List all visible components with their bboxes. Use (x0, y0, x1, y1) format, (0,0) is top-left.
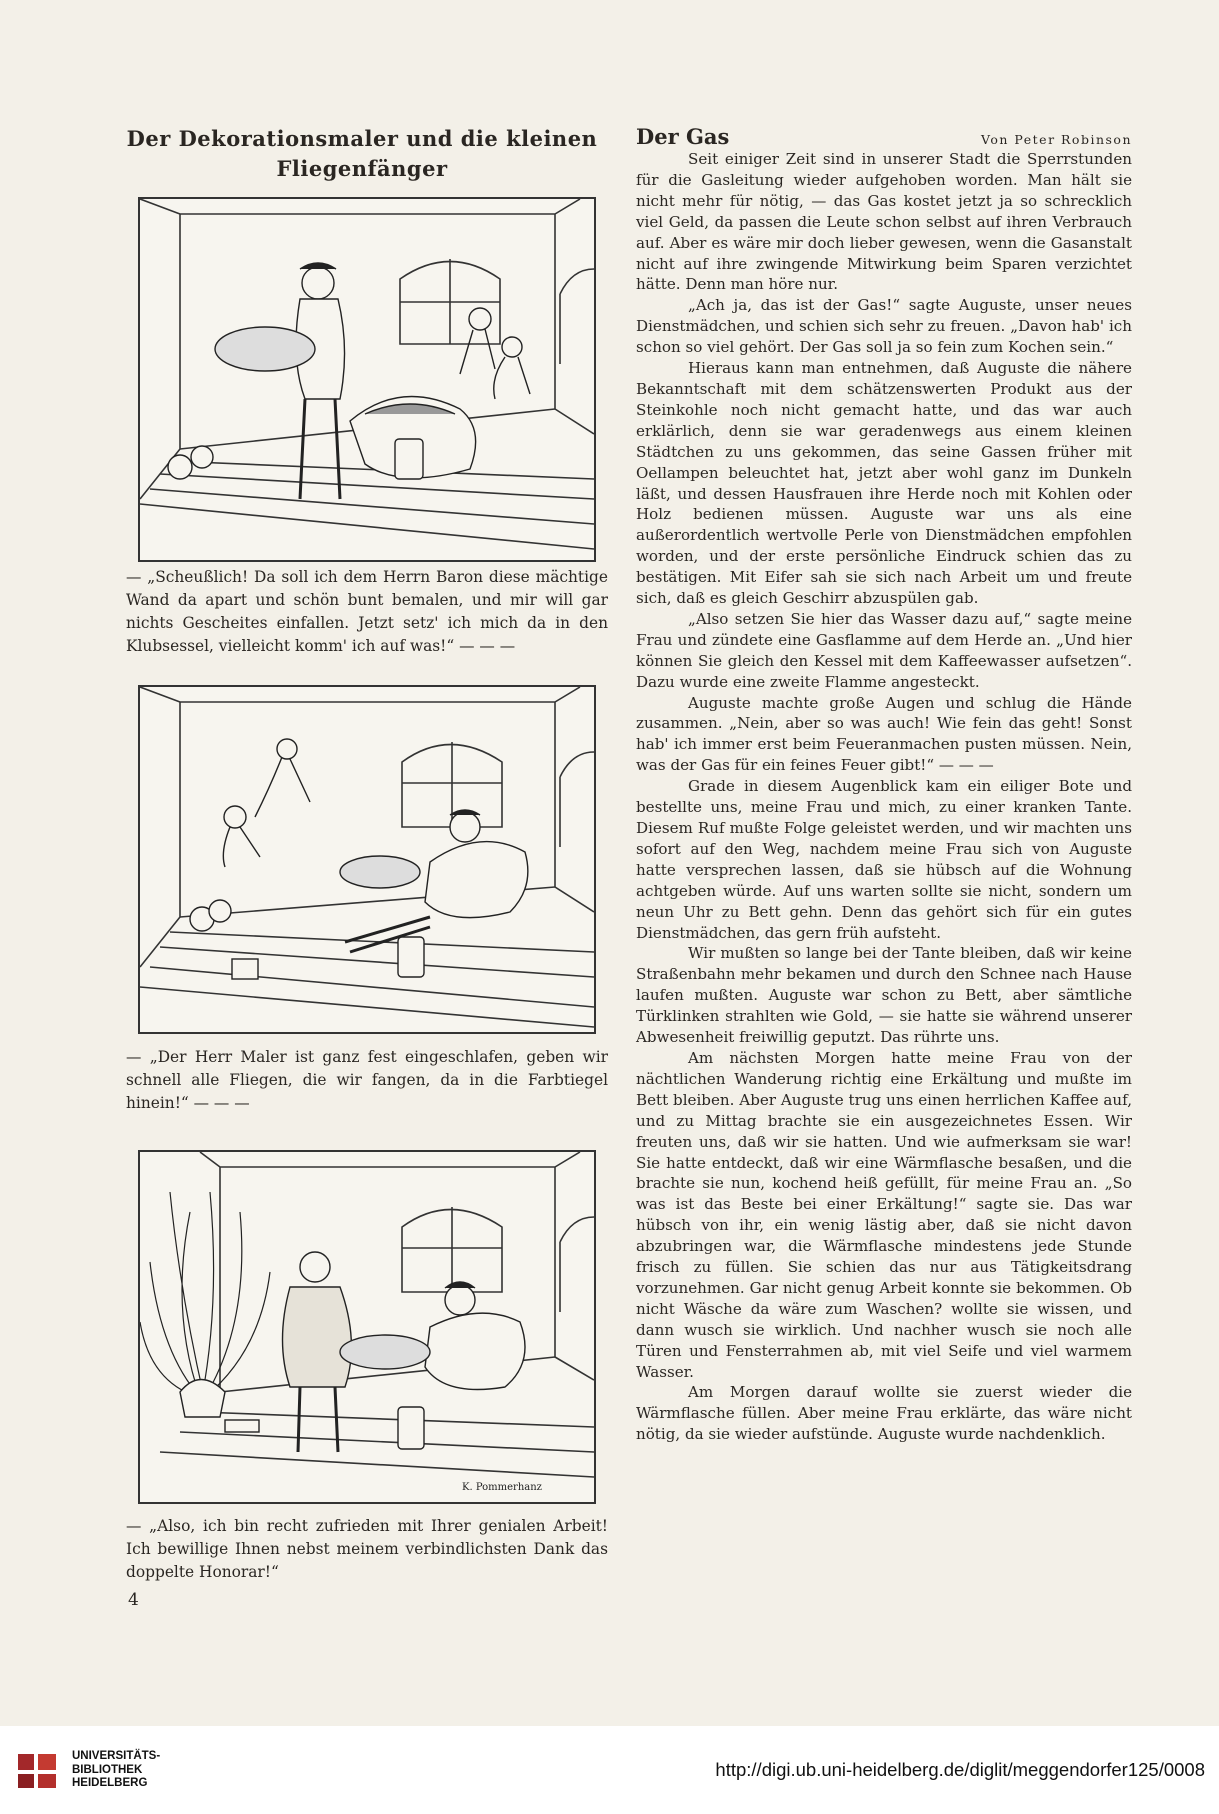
cartoon-panel-3 (138, 1150, 596, 1504)
institution-line-2: BIBLIOTHEK (72, 1763, 143, 1776)
cartoon-panel-2 (138, 685, 596, 1034)
paragraph: Grade in diesem Augenblick kam ein eiliger Bote und bestellte uns, meine Frau und mich, zu einer kranken Tante. Diesem Ruf mußte Folge geleistet werden, und wir machten uns sofort auf den Weg, nachdem meine Frau sich von Auguste hatte versprechen lassen, daß sie hübsch auf die Wohnung achtgeben würde. Auf uns warten sollte sie nicht, sondern um neun Uhr zu Bett gehn. Denn das gehört sich für ein gutes Dienstmädchen, das gern früh aufsteht. (636, 777, 1132, 942)
institution-line-1: UNIVERSITÄTS- (72, 1750, 161, 1762)
paragraph: Seit einiger Zeit sind in unserer Stadt die Sperrstunden für die Gasleitung wieder aufgehoben worden. Man hält sie nicht mehr für nötig, — das Gas kostet jetzt ja so schrecklich viel Geld, da passen die Leute schon selbst auf ihren Verbrauch auf. Aber es wäre mir doch lieber gewesen, wenn die Gasanstalt nicht auf ihre zwingende Mitwirkung beim Sparen verzichtet hätte. Denn man höre nur. (636, 150, 1132, 294)
caption-2-wrap (126, 1046, 608, 1115)
paragraph: „Also setzen Sie hier das Wasser dazu auf,“ sagte meine Frau und zündete eine Gasflamme auf dem Herde an. „Und hier können Sie gleich den Kessel mit dem Kaffeewasser aufsetzen“. Dazu wurde eine zweite Flamme angesteckt. (636, 609, 1132, 691)
article-body (636, 149, 1132, 1445)
left-title-line-1: Der Dekorationsmaler und die kleinen (126, 126, 598, 151)
institution-line-3: HEIDELBERG (72, 1777, 148, 1789)
left-article-title (122, 124, 602, 184)
permalink-url[interactable]: http://digi.ub.uni-heidelberg.de/diglit/meggendorfer125/0008 (715, 1759, 1205, 1780)
caption-3: — „Also, ich bin recht zufrieden mit Ihrer genialen Arbeit! Ich bewillige Ihnen nebst meinem verbindlichsten Dank das doppelte Honorar!“ (126, 1517, 608, 1581)
caption-1: — „Scheußlich! Da soll ich dem Herrn Baron diese mächtige Wand da apart und schön bunt bemalen, und mir will gar nichts Gescheites einfallen. Jetzt setz' ich mich da in den Klubsessel, vielleicht komm' ich auf was!“ — — — (126, 568, 608, 655)
left-column (122, 124, 602, 184)
university-logo-icon (14, 1746, 60, 1792)
cartoon-illustration-2 (140, 687, 594, 1032)
paragraph: Auguste machte große Augen und schlug die Hände zusammen. „Nein, aber so was auch! Wie fein das geht! Sonst hab' ich immer erst beim Feueranmachen pusten müssen. Nein, was der Gas für ein feines Feuer gibt!“ — — — (636, 693, 1132, 775)
paragraph: Hieraus kann man entnehmen, daß Auguste die nähere Bekanntschaft mit dem schätzenswerten Produkt aus der Steinkohle noch nicht gemacht hatte, und das war auch erklärlich, denn sie war geradenwegs aus einem kleinen Städtchen zu uns gekommen, das seine Gassen früher mit Oellampen beleuchtet hat, jetzt aber wohl ganz im Dunkeln läßt, und dessen Hausfrauen ihre Herde noch mit Kohlen oder Holz bedienen müssen. Auguste war uns als eine außerordentlich wertvolle Perle von Dienstmädchen empfohlen worden, und der erste persönliche Eindruck schien das zu bestätigen. Mit Eifer sah sie sich nach Arbeit um und freute sich, daß es gleich Geschirr abzuspülen gab. (636, 359, 1132, 608)
left-title-line-2: Fliegenfänger (276, 156, 448, 181)
viewer-footer (0, 1726, 1219, 1814)
paragraph: Am nächsten Morgen hatte meine Frau von der nächtlichen Wanderung richtig eine Erkältung und mußte im Bett bleiben. Aber Auguste trug uns einen herrlichen Kaffee auf, und zu Mittag brachte sie ein ausgezeichnetes Essen. Wir freuten uns, daß wir sie hatten. Und wie aufmerksam sie war! Sie hatte entdeckt, daß wir eine Wärmflasche besaßen, und die brachte sie nun, kochend heiß gefüllt, für meine Frau an. „So was ist das Beste bei einer Erkältung!“ sagte sie. Das war hübsch von ihr, ein wenig lästig aber, daß sie nicht davon abzubringen war, die Wärmflasche mindestens jede Stunde frisch zu füllen. Sie schien das nur aus Tätigkeitsdrang vorzunehmen. Gar nicht genug Arbeit konnte sie bekommen. Ob nicht Wäsche da wäre zum Waschen? wollte sie wissen, und dann wusch sie wirklich. Und nachher wusch sie noch alle Türen und Fensterrahmen ab, mit viel Seife und viel warmem Wasser. (636, 1048, 1132, 1381)
paragraph: „Ach ja, das ist der Gas!“ sagte Auguste, unser neues Dienstmädchen, und schien sich sehr zu freuen. „Davon hab' ich schon so viel gehört. Der Gas soll ja so fein zum Kochen sein.“ (636, 296, 1132, 357)
paragraph: Wir mußten so lange bei der Tante bleiben, daß wir keine Straßenbahn mehr bekamen und durch den Schnee nach Hause laufen mußten. Auguste war schon zu Bett, aber sämtliche Türklinken strahlten wie Gold, — sie hatte sie während unserer Abwesenheit freiwillig geputzt. Das rührte uns. (636, 944, 1132, 1047)
cartoon-illustration-3 (140, 1152, 594, 1502)
artist-signature: K. Pommerhanz (462, 1482, 542, 1493)
right-article-header (636, 124, 1132, 149)
caption-2: — „Der Herr Maler ist ganz fest eingeschlafen, geben wir schnell alle Fliegen, die wir fangen, da in die Farbtiegel hinein!“ — — — (126, 1048, 608, 1112)
page-number: 4 (128, 1590, 139, 1610)
byline: Von Peter Robinson (980, 132, 1132, 147)
institution-name (72, 1750, 160, 1791)
cartoon-illustration-1 (140, 199, 594, 560)
right-article-title: Der Gas (636, 124, 730, 149)
right-column (636, 124, 1132, 1445)
paragraph: Am Morgen darauf wollte sie zuerst wieder die Wärmflasche füllen. Aber meine Frau erklärte, das wäre nicht nötig, da sie wieder aufstünde. Auguste wurde nachdenklich. (636, 1383, 1132, 1444)
cartoon-panel-1 (138, 197, 596, 562)
